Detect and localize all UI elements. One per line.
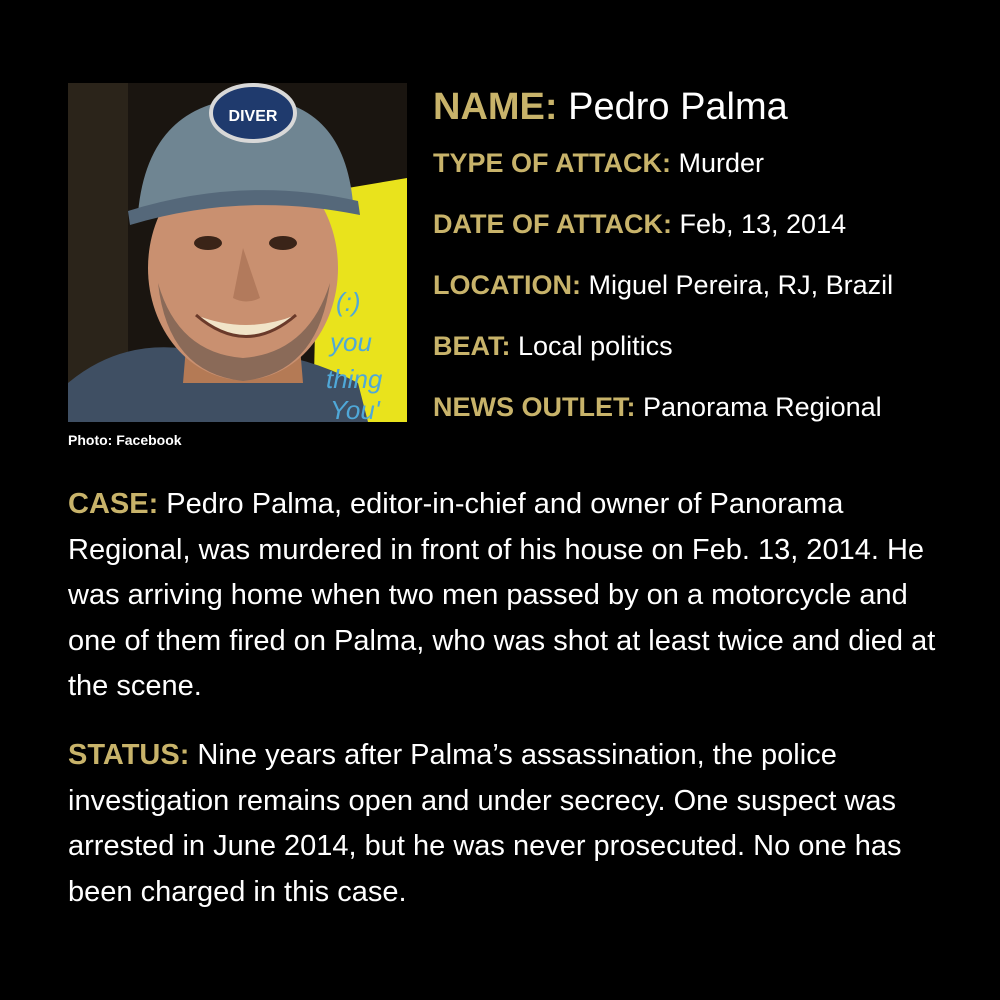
fact-name-value: Pedro Palma: [568, 86, 788, 128]
fact-type-value: Murder: [678, 148, 765, 178]
fact-outlet: [433, 390, 973, 424]
status-label: STATUS:: [68, 739, 190, 771]
fact-date-value: Feb, 13, 2014: [679, 209, 847, 239]
fact-beat: [433, 329, 973, 363]
fact-name-label: NAME:: [433, 86, 558, 128]
case-label: CASE:: [68, 488, 159, 520]
case-paragraph: [68, 482, 948, 710]
fact-beat-label: BEAT:: [433, 331, 511, 361]
fact-outlet-value: Panorama Regional: [643, 392, 882, 422]
portrait-photo: [68, 83, 407, 422]
fact-name: [433, 84, 973, 130]
fact-outlet-label: NEWS OUTLET:: [433, 392, 636, 422]
portrait-illustration: [68, 83, 407, 422]
shirt-text-4: You': [330, 395, 380, 422]
shirt-text-2: you: [330, 327, 372, 357]
fact-location-value: Miguel Pereira, RJ, Brazil: [588, 270, 894, 300]
status-paragraph: [68, 733, 948, 915]
fact-list: [433, 84, 973, 451]
cap-badge-text: DIVER: [228, 108, 278, 125]
case-text: Pedro Palma, editor-in-chief and owner of Panorama Regional, was murdered in front of his house on Feb. 13, 2014. He was arriving home when two men passed by on a motorcycle and one of them fired on Palma, who was shot at least twice and died at the scene.: [68, 488, 936, 702]
fact-type: [433, 146, 973, 180]
status-text: Nine years after Palma’s assassination, the police investigation remains open and under secrecy. One suspect was arrested in June 2014, but he was never prosecuted. No one has been charged in this case.: [68, 739, 902, 908]
fact-date: [433, 207, 973, 241]
fact-location-label: LOCATION:: [433, 270, 581, 300]
shirt-text-1: (:): [336, 287, 361, 317]
fact-date-label: DATE OF ATTACK:: [433, 209, 672, 239]
fact-beat-value: Local politics: [518, 331, 673, 361]
photo-credit: Photo: Facebook: [68, 432, 182, 448]
shirt-text-3: thing: [326, 364, 383, 394]
fact-type-label: TYPE OF ATTACK:: [433, 148, 671, 178]
fact-location: [433, 268, 973, 302]
